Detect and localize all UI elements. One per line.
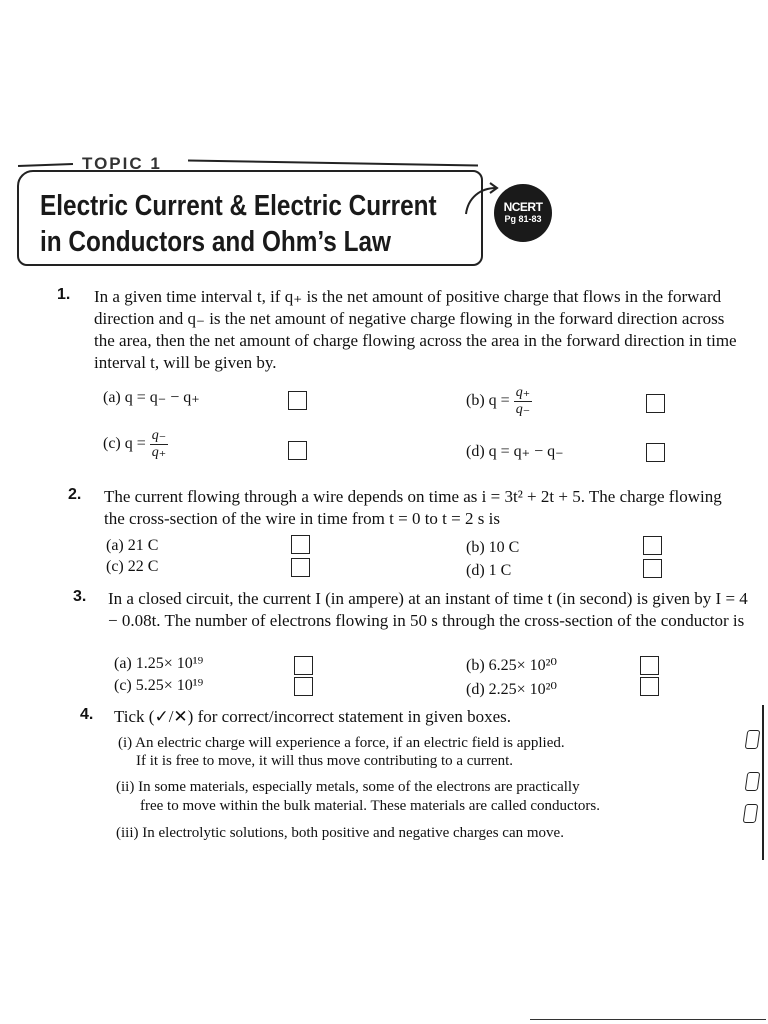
statement-i-tick-box[interactable] xyxy=(745,730,761,749)
q1-option-b-fraction xyxy=(514,385,532,418)
question-4-text: Tick (✓/✕) for correct/incorrect statement in given boxes. xyxy=(114,707,512,726)
q3-option-b: (b) 6.25× 10²⁰ xyxy=(466,657,557,674)
statement-ii xyxy=(116,778,580,796)
q1-option-b-denominator: q₋ xyxy=(515,402,531,417)
q3-answer-box-b[interactable] xyxy=(640,656,659,675)
statement-ii-line-2: free to move within the bulk material. These materials are called conductors. xyxy=(140,798,600,814)
statement-iii-line-1: In electrolytic solutions, both positive and negative charges can move. xyxy=(142,825,564,841)
q3-answer-box-c[interactable] xyxy=(294,677,313,696)
question-2-number: 2. xyxy=(68,486,82,503)
q2-option-c: (c) 22 C xyxy=(106,558,159,575)
footer-rule xyxy=(530,1019,766,1020)
q1-option-c-prefix: (c) q = xyxy=(103,435,146,453)
q2-answer-box-a[interactable] xyxy=(291,535,310,554)
topic-rule-left xyxy=(18,163,73,167)
statement-iii-label: (iii) xyxy=(116,825,139,841)
title-line-1: Electric Current & Electric Current xyxy=(40,190,437,222)
q2-answer-box-b[interactable] xyxy=(643,536,662,555)
badge-line-1: NCERT xyxy=(503,200,543,214)
question-3-number: 3. xyxy=(73,588,87,605)
statement-ii-label: (ii) xyxy=(116,779,135,795)
question-1-number: 1. xyxy=(57,286,71,303)
q2-option-d: (d) 1 C xyxy=(466,562,512,579)
q1-option-b-numerator: q₊ xyxy=(515,385,531,400)
q1-option-c xyxy=(103,428,168,461)
question-1-text: In a given time interval t, if q₊ is the net amount of positive charge that flows in the forward direction and q₋ is the net amount of negative charge flowing in the forward direction across the area, then the net amount of charge flowing across the area in the forward direction in time interval t, will be given by. xyxy=(94,287,737,372)
q2-answer-box-d[interactable] xyxy=(643,559,662,578)
q2-option-b: (b) 10 C xyxy=(466,539,520,556)
q1-option-d: (d) q = q₊ − q₋ xyxy=(466,443,564,460)
q1-answer-box-b[interactable] xyxy=(646,394,665,413)
q1-option-b xyxy=(466,385,532,418)
topic-rule-right xyxy=(188,159,478,166)
statement-iii-tick-box[interactable] xyxy=(743,804,759,823)
ncert-badge xyxy=(494,184,552,242)
q1-option-c-denominator: q₊ xyxy=(151,445,167,460)
statement-i xyxy=(118,734,565,752)
q2-answer-box-c[interactable] xyxy=(291,558,310,577)
q1-option-a: (a) q = q₋ − q₊ xyxy=(103,389,200,406)
statement-i-line-1: An electric charge will experience a force, if an electric field is applied. xyxy=(135,735,565,751)
q1-answer-box-d[interactable] xyxy=(646,443,665,462)
q2-option-a: (a) 21 C xyxy=(106,537,159,554)
badge-line-2: Pg 81-83 xyxy=(504,214,542,224)
page-title xyxy=(40,188,437,260)
q3-option-d: (d) 2.25× 10²⁰ xyxy=(466,681,557,698)
topic-label: TOPIC 1 xyxy=(82,154,162,173)
statement-i-label: (i) xyxy=(118,735,133,751)
q1-answer-box-a[interactable] xyxy=(288,391,307,410)
q3-answer-box-d[interactable] xyxy=(640,677,659,696)
q3-option-a: (a) 1.25× 10¹⁹ xyxy=(114,655,204,672)
q1-option-b-prefix: (b) q = xyxy=(466,392,510,410)
q1-option-c-fraction xyxy=(150,428,168,461)
question-3-text: In a closed circuit, the current I (in ampere) at an instant of time t (in second) is given by I = 4 − 0.08t. The number of electrons flowing in 50 s through the cross-section of the conductor is xyxy=(108,589,748,630)
page-edge-rule xyxy=(762,705,764,860)
q1-option-c-numerator: q₋ xyxy=(151,428,167,443)
q1-answer-box-c[interactable] xyxy=(288,441,307,460)
q3-option-c: (c) 5.25× 10¹⁹ xyxy=(114,677,204,694)
q3-answer-box-a[interactable] xyxy=(294,656,313,675)
statement-iii xyxy=(116,824,564,842)
title-line-2: in Conductors and Ohm’s Law xyxy=(40,226,391,258)
statement-ii-tick-box[interactable] xyxy=(745,772,761,791)
question-4-number: 4. xyxy=(80,706,94,723)
statement-i-line-2: If it is free to move, it will thus move contributing to a current. xyxy=(136,753,513,769)
question-2-text: The current flowing through a wire depends on time as i = 3t² + 2t + 5. The charge flowing the cross-section of the wire in time from t = 0 to t = 2 s is xyxy=(104,487,722,528)
statement-ii-line-1: In some materials, especially metals, some of the electrons are practically xyxy=(138,779,580,795)
